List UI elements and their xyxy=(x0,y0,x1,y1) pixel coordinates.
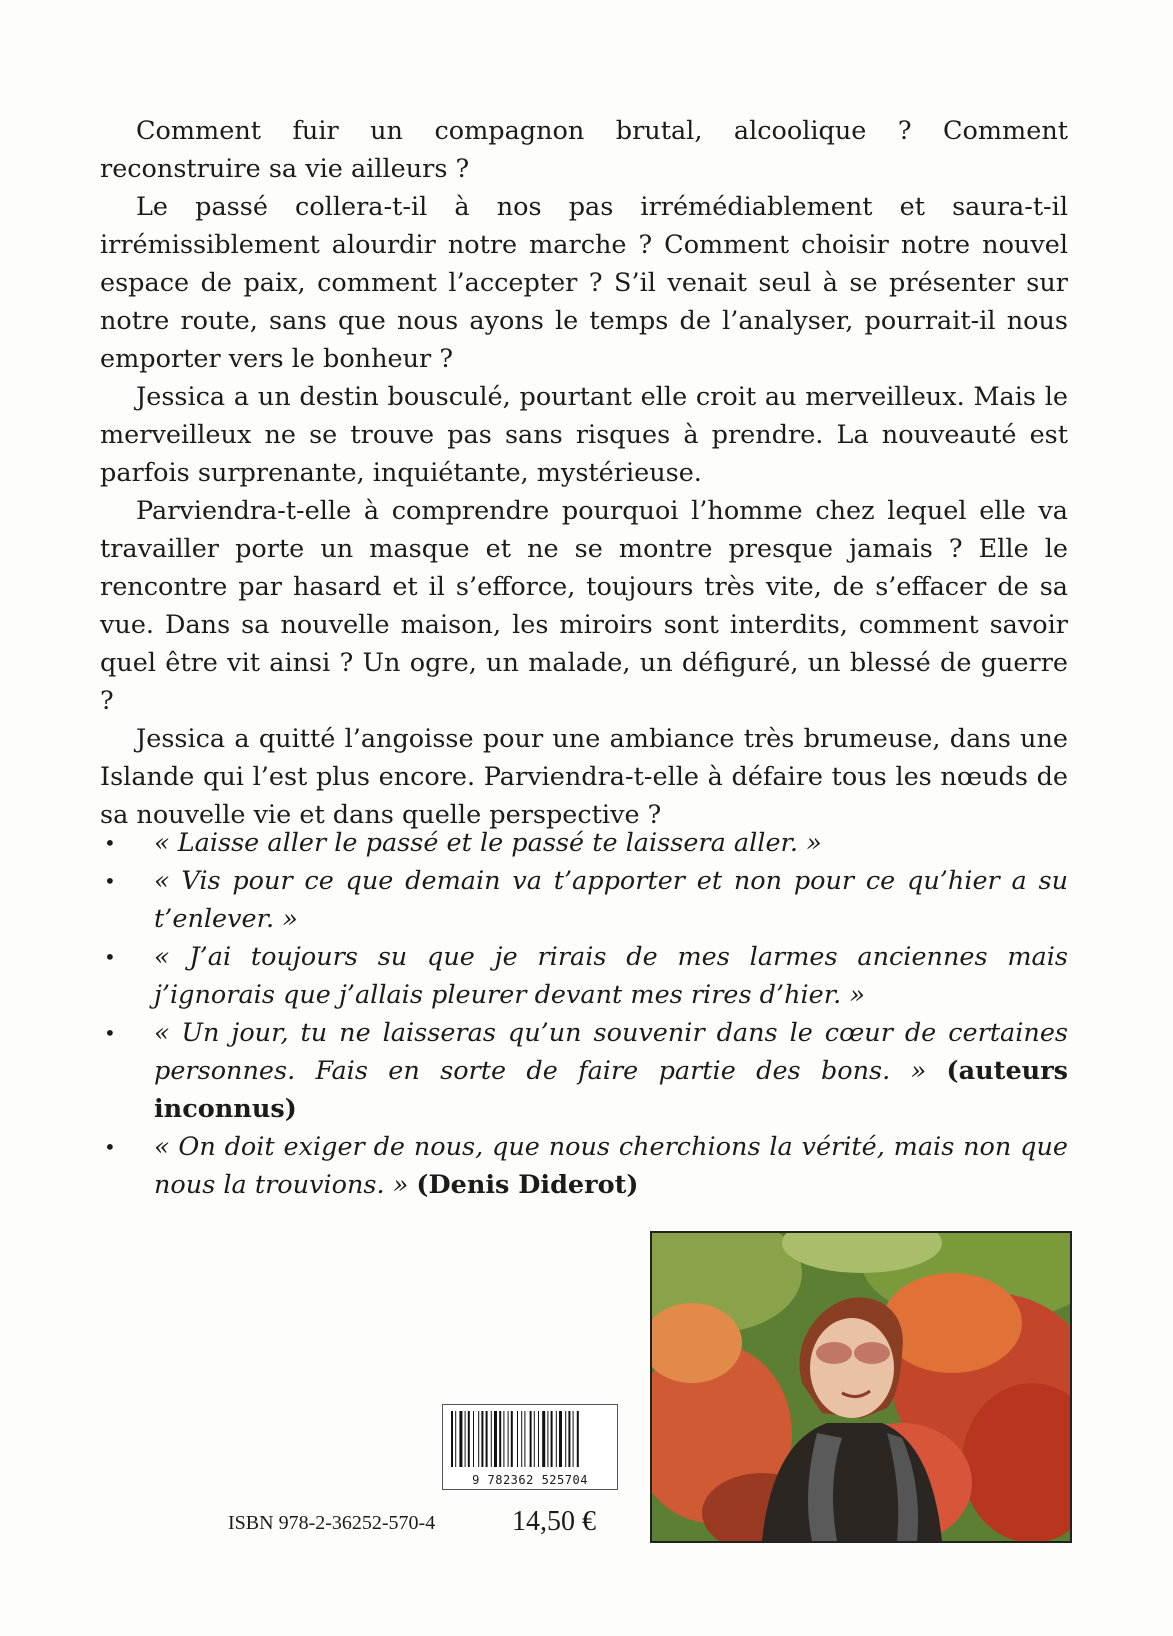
quote-text: « Laisse aller le passé et le passé te laissera aller. » xyxy=(154,828,822,858)
quote-attribution: (Denis Diderot) xyxy=(416,1170,639,1200)
bullet-icon: • xyxy=(104,1135,116,1159)
quote-item xyxy=(100,1014,1068,1128)
blurb-text xyxy=(100,112,1068,834)
bullet-icon: • xyxy=(104,945,116,969)
quote-attribution: (auteurs inconnus) xyxy=(154,1056,1068,1124)
quote-list xyxy=(100,824,1068,1204)
quote-item xyxy=(100,862,1068,938)
author-photo xyxy=(650,1231,1072,1543)
bullet-icon: • xyxy=(104,869,116,893)
quote-text: « On doit exiger de nous, que nous cherchions la vérité, mais non que nous la trouvions. » xyxy=(154,1132,1068,1200)
quote-text: « Un jour, tu ne laisseras qu’un souvenir dans le cœur de certaines personnes. Fais en sorte de faire partie des bons. » xyxy=(154,1018,1068,1086)
barcode xyxy=(442,1404,618,1490)
blurb-paragraph-2: Le passé collera-t-il à nos pas irrémédiablement et saura-t-il irrémissiblement alourdir notre marche ? Comment choisir notre nouvel espace de paix, comment l’accepter ? S’il venait seul à se présenter sur notre route, sans que nous ayons le temps de l’analyser, pourrait-il nous emporter vers le bonheur ? xyxy=(100,192,1068,374)
blurb-paragraph-3: Jessica a un destin bousculé, pourtant elle croit au merveilleux. Mais le merveilleux ne se trouve pas sans risques à prendre. La nouveauté est parfois surprenante, inquiétante, mystérieuse. xyxy=(100,382,1068,488)
price: 14,50 € xyxy=(512,1506,596,1537)
bullet-icon: • xyxy=(104,831,116,855)
bullet-icon: • xyxy=(104,1021,116,1045)
barcode-number: 9 782362 525704 xyxy=(472,1473,588,1487)
isbn-number: ISBN 978-2-36252-570-4 xyxy=(228,1512,436,1534)
blurb-paragraph-1: Comment fuir un compagnon brutal, alcoolique ? Comment reconstruire sa vie ailleurs ? xyxy=(100,116,1068,184)
barcode-bars xyxy=(443,1405,617,1471)
quote-text: « J’ai toujours su que je rirais de mes larmes anciennes mais j’ignorais que j’allais pleurer devant mes rires d’hier. » xyxy=(154,942,1068,1010)
quote-item xyxy=(100,938,1068,1014)
author-photo-illustration xyxy=(652,1233,1070,1541)
blurb-paragraph-4: Parviendra-t-elle à comprendre pourquoi l’homme chez lequel elle va travailler porte un masque et ne se montre presque jamais ? Elle le rencontre par hasard et il s’efforce, toujours très vite, de s’effacer de sa vue. Dans sa nouvelle maison, les miroirs sont interdits, comment savoir quel être vit ainsi ? Un ogre, un malade, un défiguré, un blessé de guerre ? xyxy=(100,496,1068,716)
quote-text: « Vis pour ce que demain va t’apporter et non pour ce qu’hier a su t’enlever. » xyxy=(154,866,1068,934)
blurb-paragraph-5: Jessica a quitté l’angoisse pour une ambiance très brumeuse, dans une Islande qui l’est plus encore. Parviendra-t-elle à défaire tous les nœuds de sa nouvelle vie et dans quelle perspective ? xyxy=(100,724,1068,830)
quote-item xyxy=(100,1128,1068,1204)
quote-item xyxy=(100,824,1068,862)
